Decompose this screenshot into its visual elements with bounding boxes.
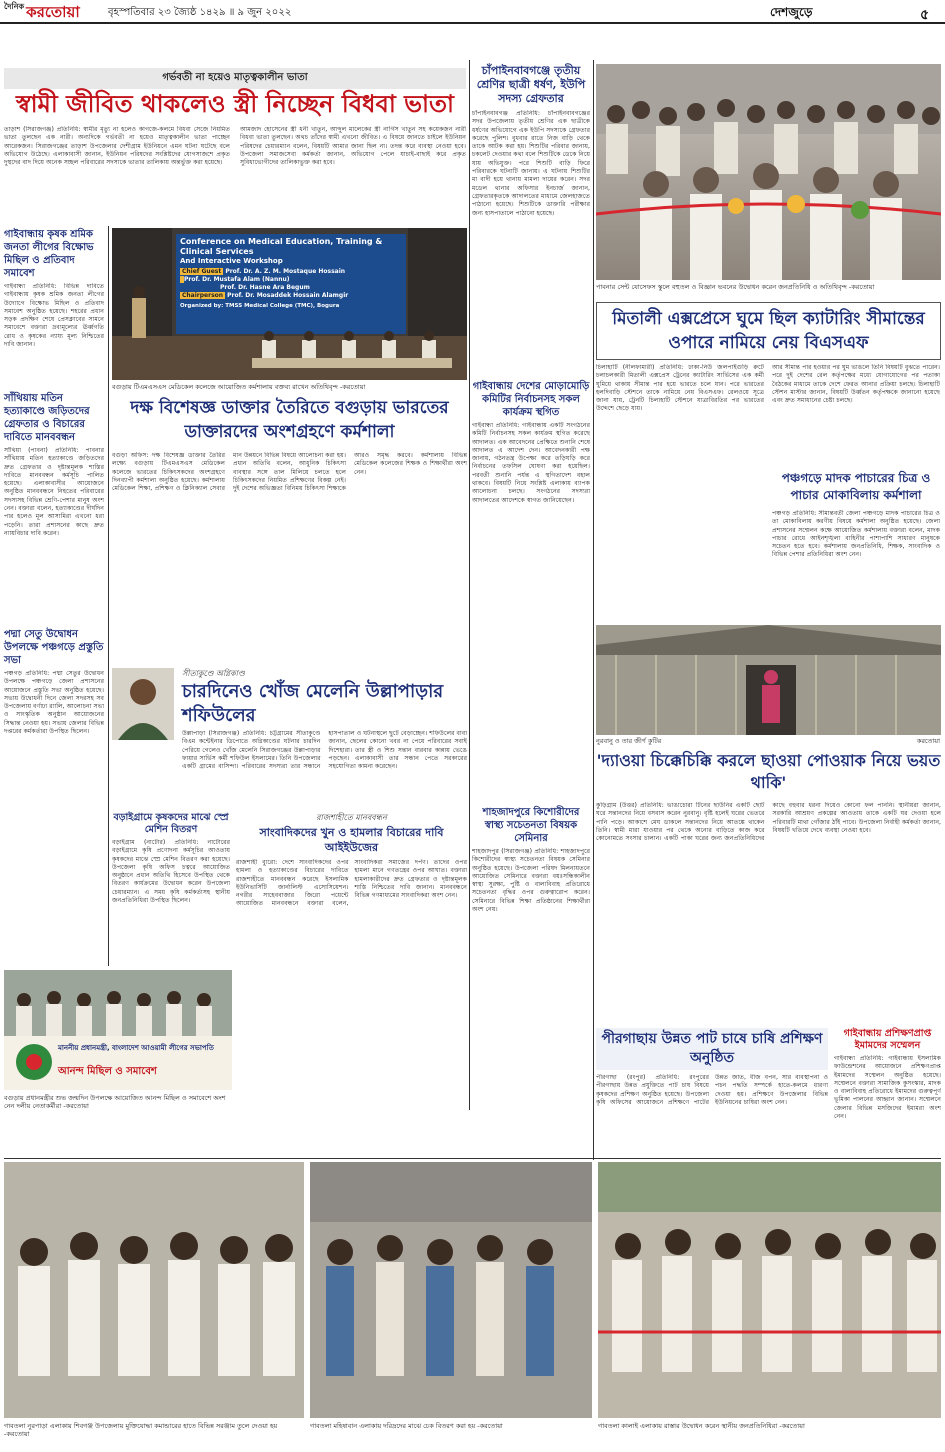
workshop-photo xyxy=(112,228,467,380)
paper-logo-name: করতোয়া xyxy=(26,3,80,21)
column-divider xyxy=(108,226,109,966)
chairperson-name: Prof. Dr. Mosaddek Hossain Alamgir xyxy=(227,292,349,299)
story-headline: গাইবান্ধায় কৃষক শ্রমিক জনতা লীগের বিক্ষোভ মিছিল ও প্রতিবাদ সমাবেশ xyxy=(4,229,94,279)
rally-caption: বগুড়ায় প্রধানমন্ত্রীর শুভ জন্মদিন উপলক্ষে আয়োজিত আনন্দ মিছিল ও সমাবেশে অংশ নেন দলীয় নেতাকর্মীরা -করতোয়া xyxy=(4,1094,226,1110)
story-body: আমজাদ হোসেনের স্ত্রী ধনী খাতুন, আব্দুল মালেকের স্ত্রী নার্গিস খাতুন সহ কয়েকজন নারী বিধবা ভাতা তুলছেন। অথচ তাঁদের স্বামী এখনো জীবিত। এ বিষয়ে জানতে চাইলে ইউনিয়ন পরিষদের চেয়ারম্যান বলেন, বিষয়টি আমার জানা ছিল না। তদন্ত করে ব্যবস্থা নেওয়া হবে। উপজেলা সমাজসেবা কর্মকর্তা জানান, অভিযোগ পেলে যাচাই-বাছাই করে প্রকৃত সুবিধাভোগীদের তালিকাভুক্ত করা হবে। xyxy=(240,126,466,167)
column-divider xyxy=(593,60,594,1160)
workshop-stage-image xyxy=(112,228,467,380)
story-kicker: সীতাকুণ্ডে অগ্নিকাণ্ড xyxy=(182,669,245,678)
story-workshop xyxy=(112,396,467,656)
story-headline: বড়াইগ্রামে কৃষকদের মাঝে স্প্রে মেশিন বিতরণ xyxy=(113,812,229,835)
group-photo-image xyxy=(4,1162,304,1418)
story-body: শাহজাদপুর (সিরাজগঞ্জ) প্রতিনিধি: শাহজাদপুরে কিশোরীদের স্বাস্থ্য সচেতনতা বিষয়ক সেমিনার অনুষ্ঠিত হয়েছে। উপজেলা পরিষদ মিলনায়তনে আয়োজিত সেমিনারে বক্তারা বয়ঃসন্ধিকালীন স্বাস্থ্য সুরক্ষা, পুষ্টি ও বাল্যবিবাহ প্রতিরোধে সচেতনতা বৃদ্ধির ওপর গুরুত্বারোপ করেন। সেমিনারে বিভিন্ন শিক্ষা প্রতিষ্ঠানের শিক্ষার্থীরা অংশ নেয়। xyxy=(472,848,590,914)
road-photo-image xyxy=(598,1162,941,1418)
bottom-caption-1: গাবতলা নুরপাড়া এলাকায় শিবগঞ্জ উপজেলায় মুক্তিযোদ্ধা কমান্ডারের হাতে বিভিন্ন সরঞ্জাম তুলে দেওয়া হয় -করতোয়া xyxy=(4,1422,278,1438)
story-padma xyxy=(4,628,104,788)
banner-title: Conference on Medical Education, Training & Clinical Services xyxy=(180,237,383,256)
story-sathia xyxy=(4,392,104,622)
story-headline: দক্ষ বিশেষজ্ঞ ডাক্তার তৈরিতে বগুড়ায় ভারতের ডাক্তারদের অংশগ্রহণে কর্মশালা xyxy=(130,398,449,442)
story-bsf xyxy=(596,302,941,464)
story-body: চাঁপাইনবাবগঞ্জ প্রতিনিধি: চাঁপাইনবাবগঞ্জের সদর উপজেলায় তৃতীয় শ্রেণির এক ছাত্রীকে ধর্ষণের অভিযোগে এক ইউপি সদস্যকে গ্রেফতার করেছে পুলিশ। বুধবার রাতে নিজ বাড়ি থেকে তাকে আটক করা হয়। শিশুটির পরিবার জানায়, চকলেট দেওয়ার কথা বলে শিশুটিকে ডেকে নিয়ে যায় অভিযুক্ত। পরে শিশুটি বাড়ি ফিরে পরিবারকে ঘটনাটি জানায়। এ ঘটনায় শিশুটির মা বাদী হয়ে থানায় মামলা দায়ের করেন। সদর মডেল থানার অফিসার ইনচার্জ জানান, গ্রেফতারকৃতকে আদালতের মাধ্যমে জেলহাজতে পাঠানো হয়েছে। শিশুটিকে ডাক্তারি পরীক্ষার জন্য হাসপাতালে পাঠানো হয়েছে। xyxy=(472,110,590,217)
house-caption-left: নুরবানু ও তার জীর্ণ কুটির xyxy=(596,737,662,745)
story-body: পীরগাছা (রংপুর) প্রতিনিধি: রংপুরের পীরগাছায় উন্নত প্রযুক্তিতে পাট চাষ বিষয়ে কৃষকদের প্রশিক্ষণ অনুষ্ঠিত হয়েছে। উপজেলা কৃষি অফিসের আয়োজনে প্রশিক্ষণে পাটের উন্নত জাত, বীজ বপন, সার ব্যবস্থাপনা ও পচন পদ্ধতি সম্পর্কে হাতে-কলমে ধারণা দেওয়া হয়। প্রশিক্ষণে উপজেলার বিভিন্ন ইউনিয়নের চাষিরা অংশ নেন। xyxy=(596,1074,828,1106)
rally-banner-text: আনন্দ মিছিল ও সমাবেশ xyxy=(58,1066,157,1077)
bottom-photo-2 xyxy=(310,1162,592,1418)
bottom-photo-1 xyxy=(4,1162,304,1418)
house-photo xyxy=(596,625,941,735)
bottom-caption-2: গাবতলা মহিষাবান এলাকায় দরিদ্রদের মাঝে চেক বিতরণ করা হয় -করতোয়া xyxy=(310,1422,503,1430)
story-fire xyxy=(112,664,467,804)
page-number: ৫ xyxy=(920,7,930,23)
bottom-photo-3 xyxy=(598,1162,941,1418)
story-kicker: রাজশাহীতে মানববন্ধন xyxy=(316,813,387,822)
story-headline: সাঁথিয়ায় মতিন হত্যাকাণ্ডে জড়িতদের গ্রেফতার ও বিচারের দাবিতে মানববন্ধন xyxy=(4,393,90,443)
bottom-caption-3: গাবতলা কালাই এলাকায় রাস্তার উদ্বোধন করেন স্থানীয় জনপ্রতিনিধিরা -করতোয়া xyxy=(598,1422,805,1430)
special-guest: Prof. Dr. Hasne Ara Begum xyxy=(220,284,310,291)
portrait-image xyxy=(112,668,174,740)
chairperson-label: Chairperson xyxy=(182,292,224,299)
crowd-photo-image xyxy=(596,64,941,280)
story-headline: পঞ্চগড়ে মাদক পাচারের চিত্র ও পাচার মোকাবিলায় কর্মশালা xyxy=(781,471,931,502)
story-headline: শাহজাদপুরে কিশোরীদের স্বাস্থ্য সচেতনতা বিষয়ক সেমিনার xyxy=(482,807,580,844)
story-kicker: গর্ভবতী না হয়েও মাতৃত্বকালীন ভাতা xyxy=(4,68,466,89)
story-ieb xyxy=(472,64,590,374)
story-body: পঞ্চগড় প্রতিনিধি: পদ্মা সেতুর উদ্বোধন উপলক্ষে পঞ্চগড়ে জেলা প্রশাসনের আয়োজনে প্রস্তুতি সভা অনুষ্ঠিত হয়েছে। সভায় উদ্বোধনী দিনে জেলা সদরসহ সব উপজেলায় বর্ণাঢ্য র‌্যালি, আলোচনা সভা ও সাংস্কৃতিক অনুষ্ঠান আয়োজনের সিদ্ধান্ত নেওয়া হয়। সভায় জেলার বিভিন্ন দপ্তরের কর্মকর্তারা উপস্থিত ছিলেন। xyxy=(4,670,104,736)
rally-photo xyxy=(4,970,232,1090)
story-headline: পীরগাছায় উন্নত পাট চাষে চাষি প্রশিক্ষণ অনুষ্ঠিত xyxy=(596,1028,828,1070)
workshop-caption: বগুড়ায় টিএমএসএস মেডিকেল কলেজে আয়োজিত কর্মশালায় বক্তব্য রাখেন অতিথিবৃন্দ -করতোয়া xyxy=(112,383,366,391)
row-divider xyxy=(4,1158,941,1159)
story-body: গাইবান্ধা প্রতিনিধি: গাইবান্ধায় ইসলামিক ফাউন্ডেশনের আয়োজনে প্রশিক্ষণপ্রাপ্ত ইমামদের সম্মেলন অনুষ্ঠিত হয়েছে। সম্মেলনে বক্তারা সামাজিক কুসংস্কার, মাদক ও বাল্যবিবাহ প্রতিরোধে ইমামদের গুরুত্বপূর্ণ ভূমিকা পালনের আহ্বান জানান। সম্মেলনে জেলার বিভিন্ন মসজিদের ইমামরা অংশ নেন। xyxy=(834,1055,941,1121)
story-headline: পদ্মা সেতু উদ্বোধন উপলক্ষে পঞ্চগড়ে প্রস্তুতি সভা xyxy=(4,629,104,666)
story-headline: মিতালী এক্সপ্রেসে ঘুমে ছিল ক্যাটারিং সীমান্তের ওপারে নামিয়ে নেয় বিএসএফ xyxy=(596,302,941,360)
story-body: রাজশাহী ব্যুরো: দেশে সাংবাদিকদের ওপর হামলা ও হত্যাকাণ্ডের বিচারের দাবিতে রাজশাহীতে মানববন্ধন করেছে ইসলামিক ইউনিভার্সিটি জার্নালিস্ট এসোসিয়েশন। নগরীর সাহেববাজার জিরো পয়েন্টে আয়োজিত মানববন্ধনে বক্তারা বলেন, সাংবাদিকরা সমাজের দর্পণ। তাদের ওপর হামলা মানে গণতন্ত্রের ওপর আঘাত। বক্তারা হামলাকারীদের দ্রুত গ্রেফতার ও দৃষ্টান্তমূলক শাস্তি নিশ্চিতের দাবি জানান। মানববন্ধনে বিভিন্ন গণমাধ্যমের সাংবাদিকরা অংশ নেন। xyxy=(236,859,467,908)
story-body: বগুড়া অফিস: দক্ষ বিশেষজ্ঞ ডাক্তার তৈরির লক্ষ্যে বগুড়ায় টিএমএসএস মেডিকেল কলেজে ভারতের চিকিৎসকদের অংশগ্রহণে দিনব্যাপী কর্মশালা অনুষ্ঠিত হয়েছে। কর্মশালায় মেডিকেল শিক্ষা, প্রশিক্ষণ ও ক্লিনিক্যাল সেবার মান উন্নয়নে বিভিন্ন বিষয়ে আলোচনা করা হয়। প্রধান অতিথি বলেন, আধুনিক চিকিৎসা ব্যবস্থার সঙ্গে তাল মিলিয়ে চলতে হলে চিকিৎসকদের নিয়মিত প্রশিক্ষণের বিকল্প নেই। দুই দেশের অভিজ্ঞতা বিনিময় চিকিৎসা শিক্ষাকে আরও সমৃদ্ধ করবে। কর্মশালায় বিভিন্ন মেডিকেল কলেজের শিক্ষক ও শিক্ষার্থীরা অংশ নেন। xyxy=(112,452,467,493)
banner-subtitle: And Interactive Workshop xyxy=(180,257,283,265)
story-headline: চারদিনেও খোঁজ মেলেনি উল্লাপাড়ার শফিউলের xyxy=(182,681,444,726)
story-headline: সাংবাদিকদের খুন ও হামলার বিচারের দাবি আইইউজের xyxy=(259,826,444,854)
cheque-photo-image xyxy=(310,1162,592,1418)
story-headline: গাইবান্ধায় দেশের মোড়ামোড়ি কমিটির নির্বাচনসহ সকল কার্যক্রম স্থগিত xyxy=(472,381,590,418)
story-body: কুড়িগ্রাম (উত্তর) প্রতিনিধি: ভাঙাচোরা টিনের ছাউনির একটি ছোট ঘরে সন্তানদের নিয়ে বসবাস করেন নুরবানু। বৃষ্টি হলেই ঘরের ভেতরে পানি পড়ে। আকাশে মেঘ ডাকলে সন্তানদের নিয়ে আতঙ্কে থাকেন তিনি। স্বামী মারা যাওয়ার পর থেকে অন্যের বাড়িতে কাজ করে কোনোমতে সংসার চালান। একটি পাকা ঘরের জন্য জনপ্রতিনিধিদের কাছে বহুবার ধরনা দিয়েও কোনো ফল পাননি। স্থানীয়রা জানান, সরকারি আশ্রয়ণ প্রকল্পের আওতায় তাকে একটি ঘর দেওয়া হলে পরিবারটি মাথা গোঁজার ঠাঁই পাবে। উপজেলা নির্বাহী কর্মকর্তা জানান, বিষয়টি খতিয়ে দেখে ব্যবস্থা নেওয়া হবে। xyxy=(596,802,941,843)
story-gaibandha-protest xyxy=(4,228,104,383)
story-widow xyxy=(4,64,466,220)
story-body: পঞ্চগড় প্রতিনিধি: সীমান্তবর্তী জেলা পঞ্চগড়ে মাদক পাচারের চিত্র ও তা মোকাবিলায় করণীয় বিষয়ে কর্মশালা অনুষ্ঠিত হয়েছে। জেলা প্রশাসনের সম্মেলন কক্ষে আয়োজিত কর্মশালায় বক্তারা বলেন, মাদক পাচার রোধে আইনশৃঙ্খলা বাহিনীর পাশাপাশি সাধারণ মানুষকে সচেতন হতে হবে। কর্মশালায় জনপ্রতিনিধি, শিক্ষক, সাংবাদিক ও বিভিন্ন পেশার প্রতিনিধিরা অংশ নেন। xyxy=(772,510,940,559)
story-imam xyxy=(834,1028,941,1158)
story-body: সাঁথিয়া (পাবনা) প্রতিনিধি: পাবনার সাঁথিয়ায় মতিন হত্যাকাণ্ডে জড়িতদের দ্রুত গ্রেফতার ও দৃষ্টান্তমূলক শাস্তির দাবিতে মানববন্ধন কর্মসূচি পালিত হয়েছে। এলাকাবাসীর আয়োজনে অনুষ্ঠিত মানববন্ধনে নিহতের পরিবারের সদস্যসহ বিভিন্ন শ্রেণি-পেশার মানুষ অংশ নেন। বক্তারা বলেন, হত্যাকাণ্ডের দীর্ঘদিন পার হলেও মূল আসামিরা এখনো ধরা পড়েনি। তারা প্রশাসনের কাছে দ্রুত ন্যায়বিচার দাবি করেন। xyxy=(4,447,104,537)
story-jute xyxy=(596,1028,828,1158)
chief-guest-label: Chief Guest xyxy=(182,268,222,275)
story-body: আর সীমান্ত পার হওয়ার পর ঘুম ভাঙলে তিনি বিষয়টি বুঝতে পারেন। পরে দুই দেশের রেল কর্তৃপক্ষের মধ্যে যোগাযোগের পর পতাকা বৈঠকের মাধ্যমে তাকে দেশে ফেরত আনার প্রক্রিয়া চলছে। চিলাহাটি স্টেশন মাস্টার জানান, বিষয়টি উর্ধ্বতন কর্তৃপক্ষকে জানানো হয়েছে এবং দ্রুত সমাধানের চেষ্টা চলছে। xyxy=(772,364,940,405)
story-panchagarh xyxy=(596,470,941,620)
story-body: চিলাহাটি (নীলফামারী) প্রতিনিধি: ঢাকা-নিউ জলপাইগুড়ি রুটে চলাচলকারী মিতালী এক্সপ্রেস ট্রেনের ক্যাটারিং সার্ভিসের এক কর্মী ঘুমিয়ে থাকায় সীমান্ত পার হয়ে ভারতে চলে যান। পরে ভারতের হলদিবাড়ি স্টেশনে তাকে নামিয়ে নেয় বিএসএফ। রেলওয়ে সূত্রে জানা যায়, ট্রেনটি চিলাহাটি স্টেশনে যাত্রাবিরতির পর ভারতের উদ্দেশে ছেড়ে যায়। xyxy=(596,364,764,413)
story-journalists xyxy=(236,812,467,1112)
story-headline: স্বামী জীবিত থাকলেও স্ত্রী নিচ্ছেন বিধবা ভাতা xyxy=(15,89,454,118)
story-sugar xyxy=(472,806,590,1106)
hut-image xyxy=(596,625,941,735)
story-body: উল্লাপাড়া (সিরাজগঞ্জ) প্রতিনিধি: চট্টগ্রামের সীতাকুণ্ডে বিএম কন্টেইনার ডিপোতে অগ্নিকাণ্ডের ঘটনার চারদিন পেরিয়ে গেলেও খোঁজ মেলেনি সিরাজগঞ্জের উল্লাপাড়ার ফায়ার সার্ভিস কর্মী শফিউল ইসলামের। তিনি উপজেলার একটি গ্রামের বাসিন্দা। পরিবারের সদস্যরা তার সন্ধানে হাসপাতাল ও ঘটনাস্থলে ছুটে বেড়াচ্ছেন। শফিউলের বাবা জানান, ছেলের কোনো খবর না পেয়ে পরিবারের সবাই দিশেহারা। তার স্ত্রী ও শিশু সন্তান বারবার কান্নায় ভেঙে পড়ছেন। এলাকাবাসী তার সন্ধান পেতে সরকারের সহযোগিতা কামনা করেছেন। xyxy=(182,730,467,771)
paper-logo-prefix: দৈনিক xyxy=(4,1,25,11)
date-line: বৃহস্পতিবার ২৩ জ্যৈষ্ঠ ১৪২৯ ॥ ৯ জুন ২০২২ xyxy=(108,7,292,18)
story-body: তাড়াশ (সিরাজগঞ্জ) প্রতিনিধি: স্বামীর মৃত্যু না হলেও কাগজে-কলমে বিধবা সেজে নিয়মিত ভাতা তুলছেন এক নারী। অন্যদিকে গর্ভবতী না হয়েও মাতৃত্বকালীন ভাতা পাচ্ছেন আরেকজন। সিরাজগঞ্জের তাড়াশ উপজেলার দেশীগ্রাম ইউনিয়নে এমন ঘটনা ঘটেছে বলে অভিযোগ উঠেছে। এলাকাবাসী জানান, ইউনিয়ন পরিষদের সংশ্লিষ্টদের যোগসাজশে প্রকৃত দুস্থদের বাদ দিয়ে অনেক সচ্ছল পরিবারের সদস্যকে ভাতার তালিকায় অন্তর্ভুক্ত করা হয়েছে। xyxy=(4,126,230,167)
story-headline: চাঁপাইনবাবগঞ্জে তৃতীয় শ্রেণির ছাত্রী ধর্ষণ, ইউপি সদস্য গ্রেফতার xyxy=(476,64,586,105)
house-caption-right: করতোয়া xyxy=(916,737,940,745)
story-body: গাইবান্ধা প্রতিনিধি: বিভিন্ন দাবিতে গাইবান্ধায় কৃষক শ্রমিক জনতা লীগের উদ্যোগে বিক্ষোভ মিছিল ও প্রতিবাদ সমাবেশ অনুষ্ঠিত হয়েছে। শহরের প্রধান সড়ক প্রদক্ষিণ শেষে প্রেসক্লাবের সামনে সমাবেশে বক্তারা দ্রব্যমূল্যের ঊর্ধ্বগতি রোধ ও কৃষকের ন্যায্য মূল্য নিশ্চিতের দাবি জানান। xyxy=(4,283,104,349)
special-guest: Prof. Dr. Mustafa Alam (Nannu) xyxy=(184,276,290,283)
organizer-text: Organized by: TMSS Medical College (TMC), Bogura xyxy=(180,303,340,309)
story-house xyxy=(596,750,941,1020)
story-headline: গাইবান্ধায় প্রশিক্ষণপ্রাপ্ত ইমামদের সম্মেলন xyxy=(843,1028,932,1051)
inauguration-photo xyxy=(596,64,941,280)
section-title: দেশজুড়ে xyxy=(770,5,813,19)
story-pig xyxy=(112,812,230,964)
story-body: গাইবান্ধা প্রতিনিধি: গাইবান্ধায় একটি সংগঠনের কমিটি নির্বাচনসহ সকল কার্যক্রম স্থগিত করেছে আদালত। এক আবেদনের প্রেক্ষিতে শুনানি শেষে আদালত এ আদেশ দেন। আবেদনকারী পক্ষ জানায়, গঠনতন্ত্র উপেক্ষা করে তড়িঘড়ি করে নির্বাচনের তফসিল ঘোষণা করা হয়েছিল। পরবর্তী শুনানি পর্যন্ত এ স্থগিতাদেশ বহাল থাকবে। বিষয়টি নিয়ে সংশ্লিষ্ট এলাকায় ব্যাপক আলোচনা চলছে। সংগঠনের সদস্যরা আদালতের আদেশকে স্বাগত জানিয়েছেন। xyxy=(472,422,590,504)
story-body: বড়াইগ্রাম (নাটোর) প্রতিনিধি: নাটোরের বড়াইগ্রামে কৃষি প্রণোদনা কর্মসূচির আওতায় কৃষকদের মাঝে স্প্রে মেশিন বিতরণ করা হয়েছে। উপজেলা কৃষি অফিস চত্বরে আয়োজিত অনুষ্ঠানে প্রধান অতিথি হিসেবে উপস্থিত থেকে বিতরণ কার্যক্রমের উদ্বোধন করেন উপজেলা চেয়ারম্যান। এ সময় কৃষি কর্মকর্তাসহ স্থানীয় জনপ্রতিনিধিরা উপস্থিত ছিলেন। xyxy=(112,839,230,905)
rally-banner-text: মাননীয় প্রধানমন্ত্রী, বাংলাদেশ আওয়ামী লীগের সভাপতি xyxy=(58,1044,214,1052)
paper-logo xyxy=(4,1,80,26)
column-divider xyxy=(469,60,470,1110)
masthead xyxy=(0,0,945,24)
story-factory xyxy=(472,380,590,800)
inauguration-caption: পাবনার সেন্ট যোসেফস স্কুলে বহুতল ও বিজ্ঞান ভবনের উদ্বোধন করেন জনপ্রতিনিধি ও অতিথিবৃন্দ -করতোয়া xyxy=(596,283,875,291)
story-headline: 'দ্যাওয়া চিক্কেচিক্কি করলে ছাওয়া পোওয়াক নিয়ে ভয়ত থাকি' xyxy=(596,751,941,792)
chief-guest-name: Prof. Dr. A. Z. M. Mostaque Hossain xyxy=(225,268,346,275)
